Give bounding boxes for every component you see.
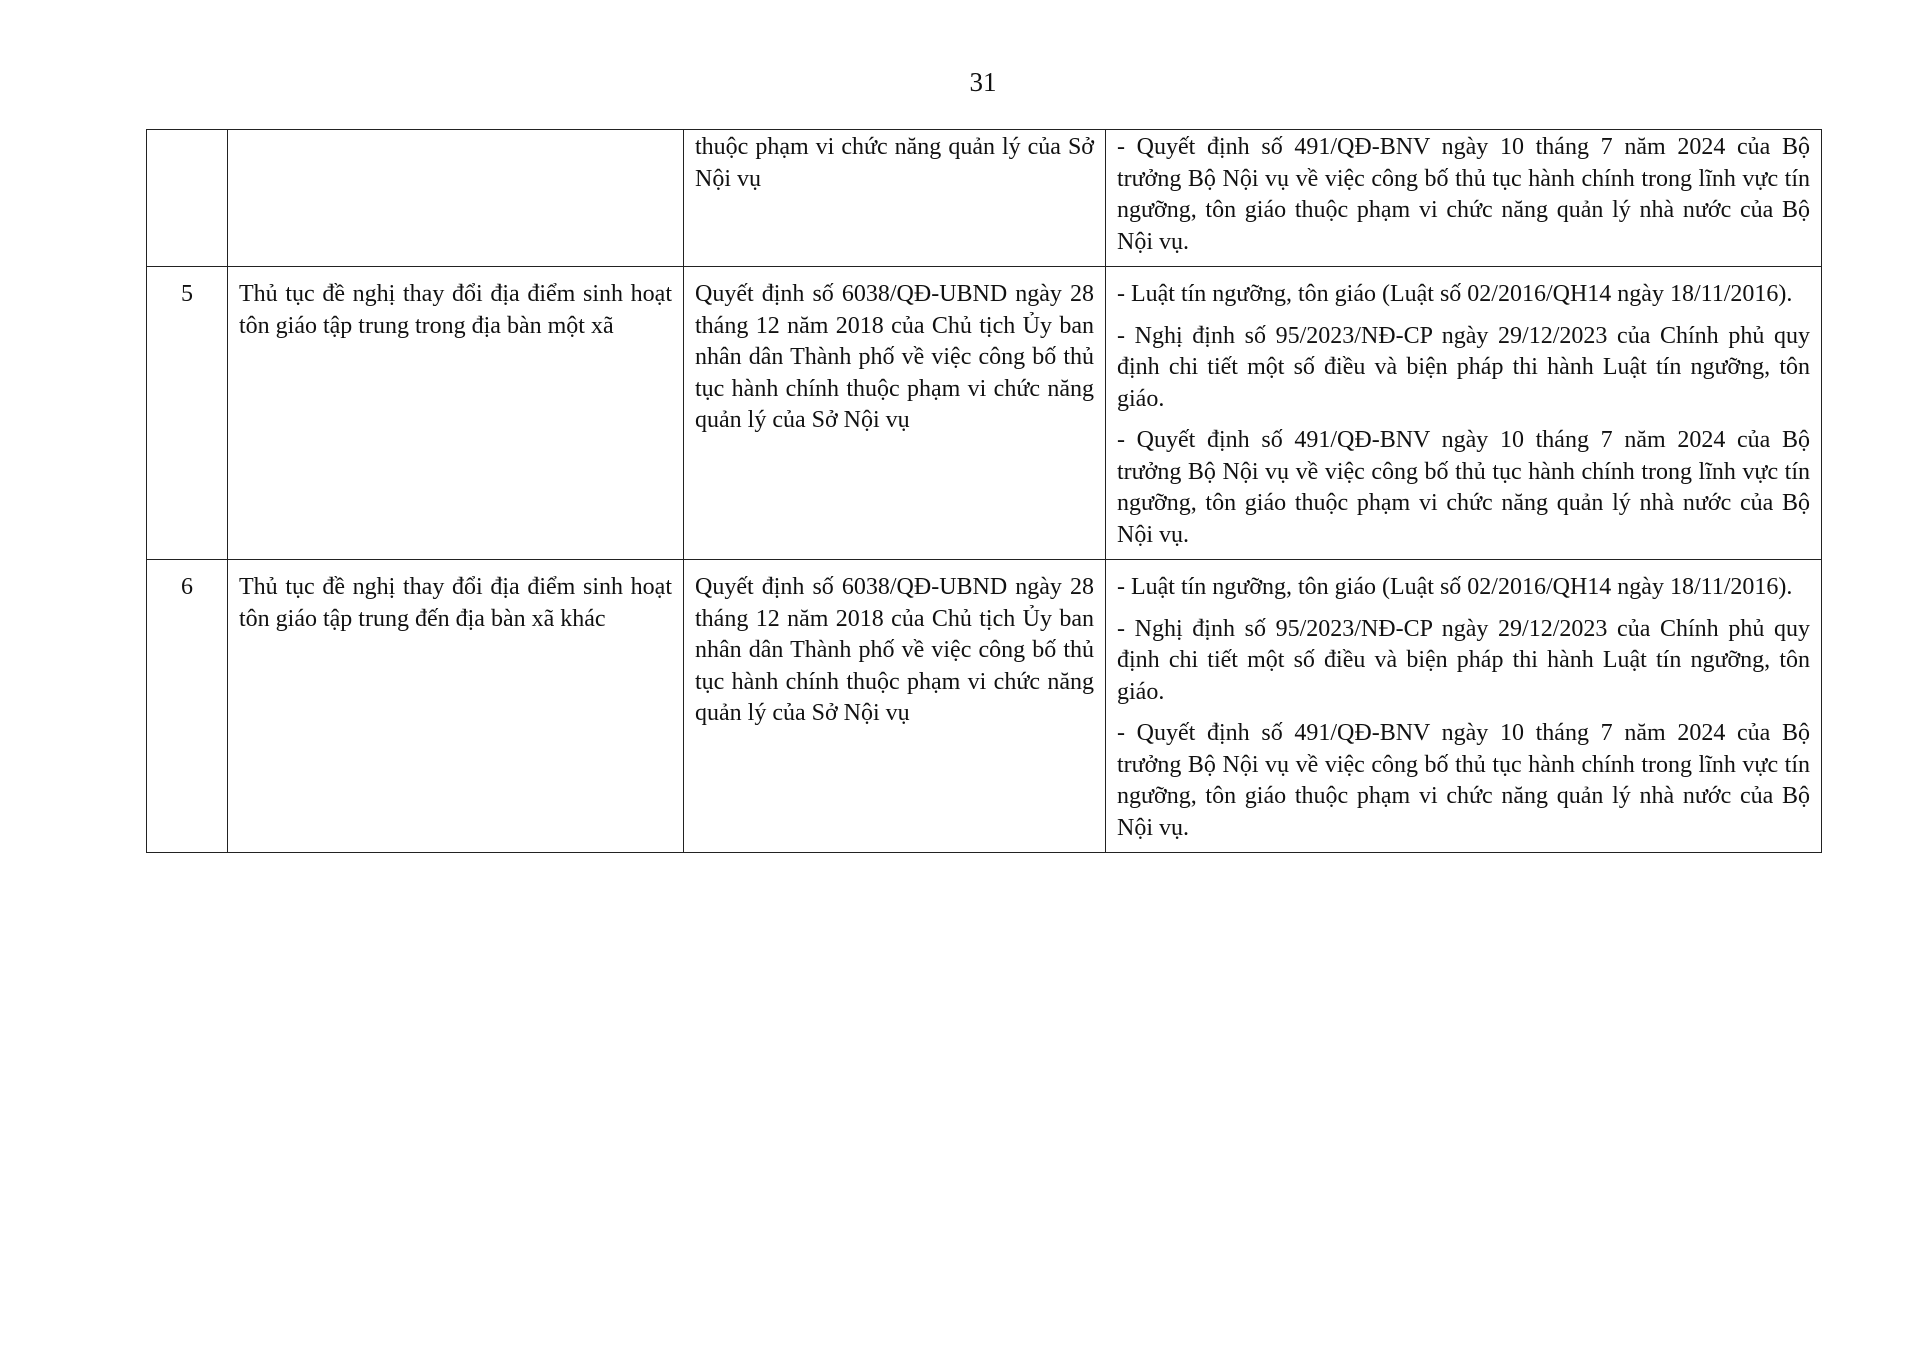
legal-basis-item: - Nghị định số 95/2023/NĐ-CP ngày 29/12/2023 của Chính phủ quy định chi tiết một số điều và biện pháp thi hành Luật tín ngưỡng, tôn giáo. bbox=[1117, 615, 1810, 705]
table-row bbox=[147, 560, 1822, 853]
legal-basis-item: - Luật tín ngưỡng, tôn giáo (Luật số 02/2016/QH14 ngày 18/11/2016). bbox=[1117, 281, 1793, 307]
table-row bbox=[147, 267, 1822, 560]
announcement-decision-cell: Quyết định số 6038/QĐ-UBND ngày 28 tháng 12 năm 2018 của Chủ tịch Ủy ban nhân dân Thành phố về việc công bố thủ tục hành chính thuộc phạm vi chức năng quản lý của Sở Nội vụ bbox=[684, 560, 1106, 853]
procedure-name-cell: Thủ tục đề nghị thay đổi địa điểm sinh hoạt tôn giáo tập trung đến địa bàn xã khác bbox=[228, 560, 684, 853]
legal-basis-cell bbox=[1106, 267, 1822, 560]
procedure-name-cell: Thủ tục đề nghị thay đổi địa điểm sinh hoạt tôn giáo tập trung trong địa bàn một xã bbox=[228, 267, 684, 560]
announcement-decision-cell: Quyết định số 6038/QĐ-UBND ngày 28 tháng 12 năm 2018 của Chủ tịch Ủy ban nhân dân Thành phố về việc công bố thủ tục hành chính thuộc phạm vi chức năng quản lý của Sở Nội vụ bbox=[684, 267, 1106, 560]
row-number-cell: 6 bbox=[147, 560, 228, 853]
page-number: 31 bbox=[969, 67, 997, 97]
procedure-name-cell bbox=[228, 130, 684, 267]
procedure-table bbox=[146, 129, 1822, 853]
legal-basis-item: - Quyết định số 491/QĐ-BNV ngày 10 tháng 7 năm 2024 của Bộ trưởng Bộ Nội vụ về việc công bố thủ tục hành chính trong lĩnh vực tín ngưỡng, tôn giáo thuộc phạm vi chức năng quản lý nhà nước của Bộ Nội vụ. bbox=[1117, 134, 1810, 255]
announcement-decision-cell: thuộc phạm vi chức năng quản lý của Sở Nội vụ bbox=[684, 130, 1106, 267]
legal-basis-item: - Quyết định số 491/QĐ-BNV ngày 10 tháng 7 năm 2024 của Bộ trưởng Bộ Nội vụ về việc công bố thủ tục hành chính trong lĩnh vực tín ngưỡng, tôn giáo thuộc phạm vi chức năng quản lý nhà nước của Bộ Nội vụ. bbox=[1117, 427, 1810, 548]
legal-basis-item: - Quyết định số 491/QĐ-BNV ngày 10 tháng 7 năm 2024 của Bộ trưởng Bộ Nội vụ về việc công bố thủ tục hành chính trong lĩnh vực tín ngưỡng, tôn giáo thuộc phạm vi chức năng quản lý nhà nước của Bộ Nội vụ. bbox=[1117, 720, 1810, 841]
legal-basis-cell bbox=[1106, 560, 1822, 853]
row-number-cell bbox=[147, 130, 228, 267]
table-row bbox=[147, 130, 1822, 267]
legal-basis-item: - Luật tín ngưỡng, tôn giáo (Luật số 02/2016/QH14 ngày 18/11/2016). bbox=[1117, 574, 1793, 600]
row-number-cell: 5 bbox=[147, 267, 228, 560]
legal-basis-item: - Nghị định số 95/2023/NĐ-CP ngày 29/12/2023 của Chính phủ quy định chi tiết một số điều và biện pháp thi hành Luật tín ngưỡng, tôn giáo. bbox=[1117, 322, 1810, 412]
legal-basis-cell bbox=[1106, 130, 1822, 267]
